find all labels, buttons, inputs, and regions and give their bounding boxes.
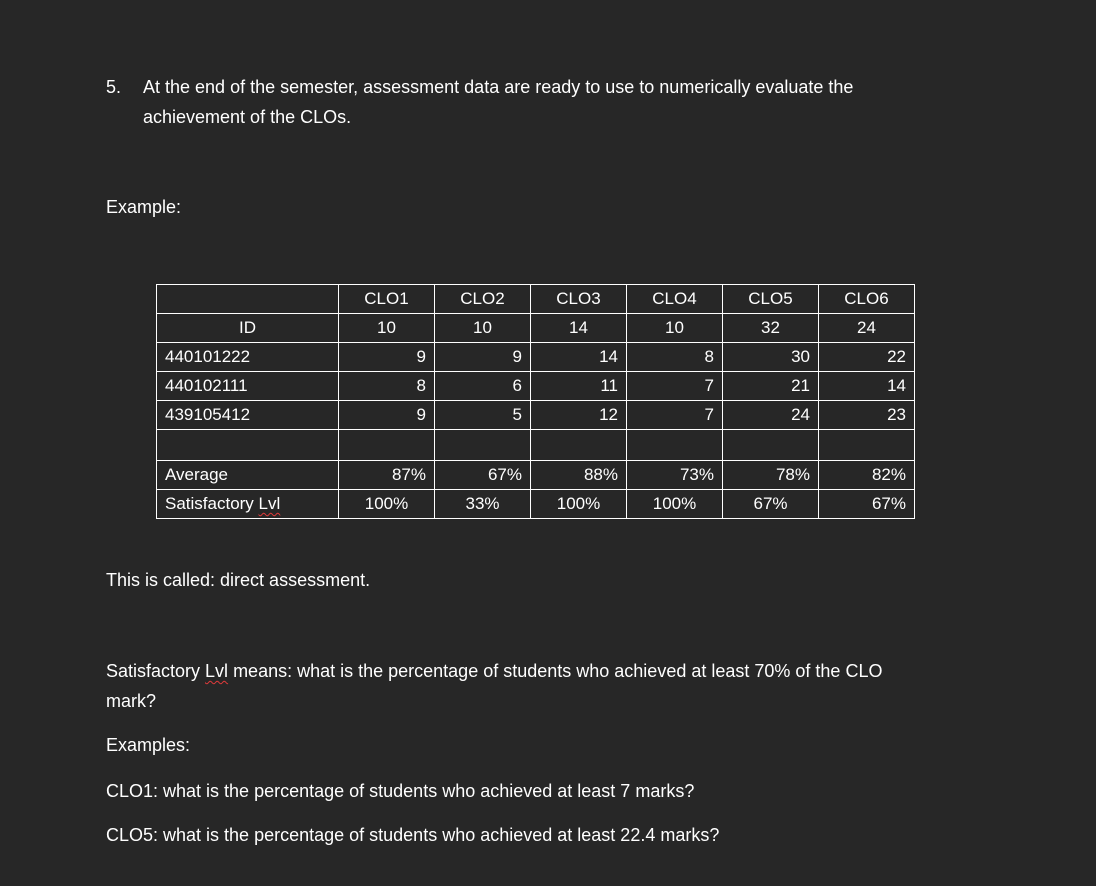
satisfactory-cell: 67% — [819, 490, 915, 519]
satisfactory-cell: 67% — [723, 490, 819, 519]
score-cell: 21 — [723, 372, 819, 401]
definition-lvl: Lvl — [205, 661, 229, 681]
score-cell: 8 — [339, 372, 435, 401]
max-marks-row — [157, 314, 915, 343]
max-mark-cell: 10 — [435, 314, 531, 343]
definition-line1 — [106, 660, 882, 682]
column-header: CLO5 — [723, 285, 819, 314]
score-cell: 30 — [723, 343, 819, 372]
average-row — [157, 461, 915, 490]
score-cell: 24 — [723, 401, 819, 430]
empty-row — [157, 430, 915, 461]
direct-assessment-note: This is called: direct assessment. — [106, 570, 371, 590]
empty-cell — [723, 430, 819, 461]
score-cell: 8 — [627, 343, 723, 372]
column-header: CLO2 — [435, 285, 531, 314]
list-number: 5. — [106, 77, 122, 97]
average-cell: 82% — [819, 461, 915, 490]
table-row — [157, 372, 915, 401]
item-text-line1: At the end of the semester, assessment data are ready to use to numerically evaluate the — [143, 77, 854, 97]
max-mark-cell: 14 — [531, 314, 627, 343]
table-row — [157, 343, 915, 372]
score-cell: 7 — [627, 372, 723, 401]
score-cell: 11 — [531, 372, 627, 401]
score-cell: 9 — [339, 401, 435, 430]
average-cell: 73% — [627, 461, 723, 490]
satisfactory-cell: 100% — [339, 490, 435, 519]
max-mark-cell: 10 — [339, 314, 435, 343]
score-cell: 23 — [819, 401, 915, 430]
satisfactory-label-lvl: Lvl — [258, 494, 281, 513]
score-cell: 22 — [819, 343, 915, 372]
column-header: CLO3 — [531, 285, 627, 314]
score-cell: 12 — [531, 401, 627, 430]
empty-cell — [339, 430, 435, 461]
average-label: Average — [157, 461, 339, 490]
id-header: ID — [157, 314, 339, 343]
average-cell: 78% — [723, 461, 819, 490]
examples-label: Examples: — [106, 735, 191, 755]
column-header: CLO1 — [339, 285, 435, 314]
satisfactory-cell: 100% — [627, 490, 723, 519]
empty-cell — [157, 285, 339, 314]
definition-line2: mark? — [106, 691, 157, 711]
table-row — [157, 401, 915, 430]
score-cell: 7 — [627, 401, 723, 430]
score-cell: 14 — [819, 372, 915, 401]
average-cell: 87% — [339, 461, 435, 490]
definition-prefix: Satisfactory — [106, 661, 206, 681]
definition-rest: means: what is the percentage of students who achieved at least 70% of the CLO — [228, 661, 883, 681]
student-id: 440101222 — [157, 343, 339, 372]
clo-assessment-table — [156, 284, 915, 519]
score-cell: 9 — [435, 343, 531, 372]
satisfactory-cell: 100% — [531, 490, 627, 519]
score-cell: 9 — [339, 343, 435, 372]
empty-cell — [531, 430, 627, 461]
satisfactory-label-main: Satisfactory — [165, 494, 259, 513]
empty-cell — [157, 430, 339, 461]
max-mark-cell: 10 — [627, 314, 723, 343]
average-cell: 67% — [435, 461, 531, 490]
max-mark-cell: 24 — [819, 314, 915, 343]
satisfactory-label — [157, 490, 339, 519]
item-text-line2: achievement of the CLOs. — [143, 107, 352, 127]
empty-cell — [819, 430, 915, 461]
student-id: 440102111 — [157, 372, 339, 401]
clo1-question: CLO1: what is the percentage of students who achieved at least 7 marks? — [106, 781, 695, 801]
empty-cell — [435, 430, 531, 461]
clo5-question: CLO5: what is the percentage of students who achieved at least 22.4 marks? — [106, 825, 720, 845]
column-header: CLO6 — [819, 285, 915, 314]
table-header-row — [157, 285, 915, 314]
column-header: CLO4 — [627, 285, 723, 314]
average-cell: 88% — [531, 461, 627, 490]
satisfactory-cell: 33% — [435, 490, 531, 519]
max-mark-cell: 32 — [723, 314, 819, 343]
satisfactory-row — [157, 490, 915, 519]
student-id: 439105412 — [157, 401, 339, 430]
example-label: Example: — [106, 197, 182, 217]
score-cell: 14 — [531, 343, 627, 372]
score-cell: 5 — [435, 401, 531, 430]
empty-cell — [627, 430, 723, 461]
score-cell: 6 — [435, 372, 531, 401]
